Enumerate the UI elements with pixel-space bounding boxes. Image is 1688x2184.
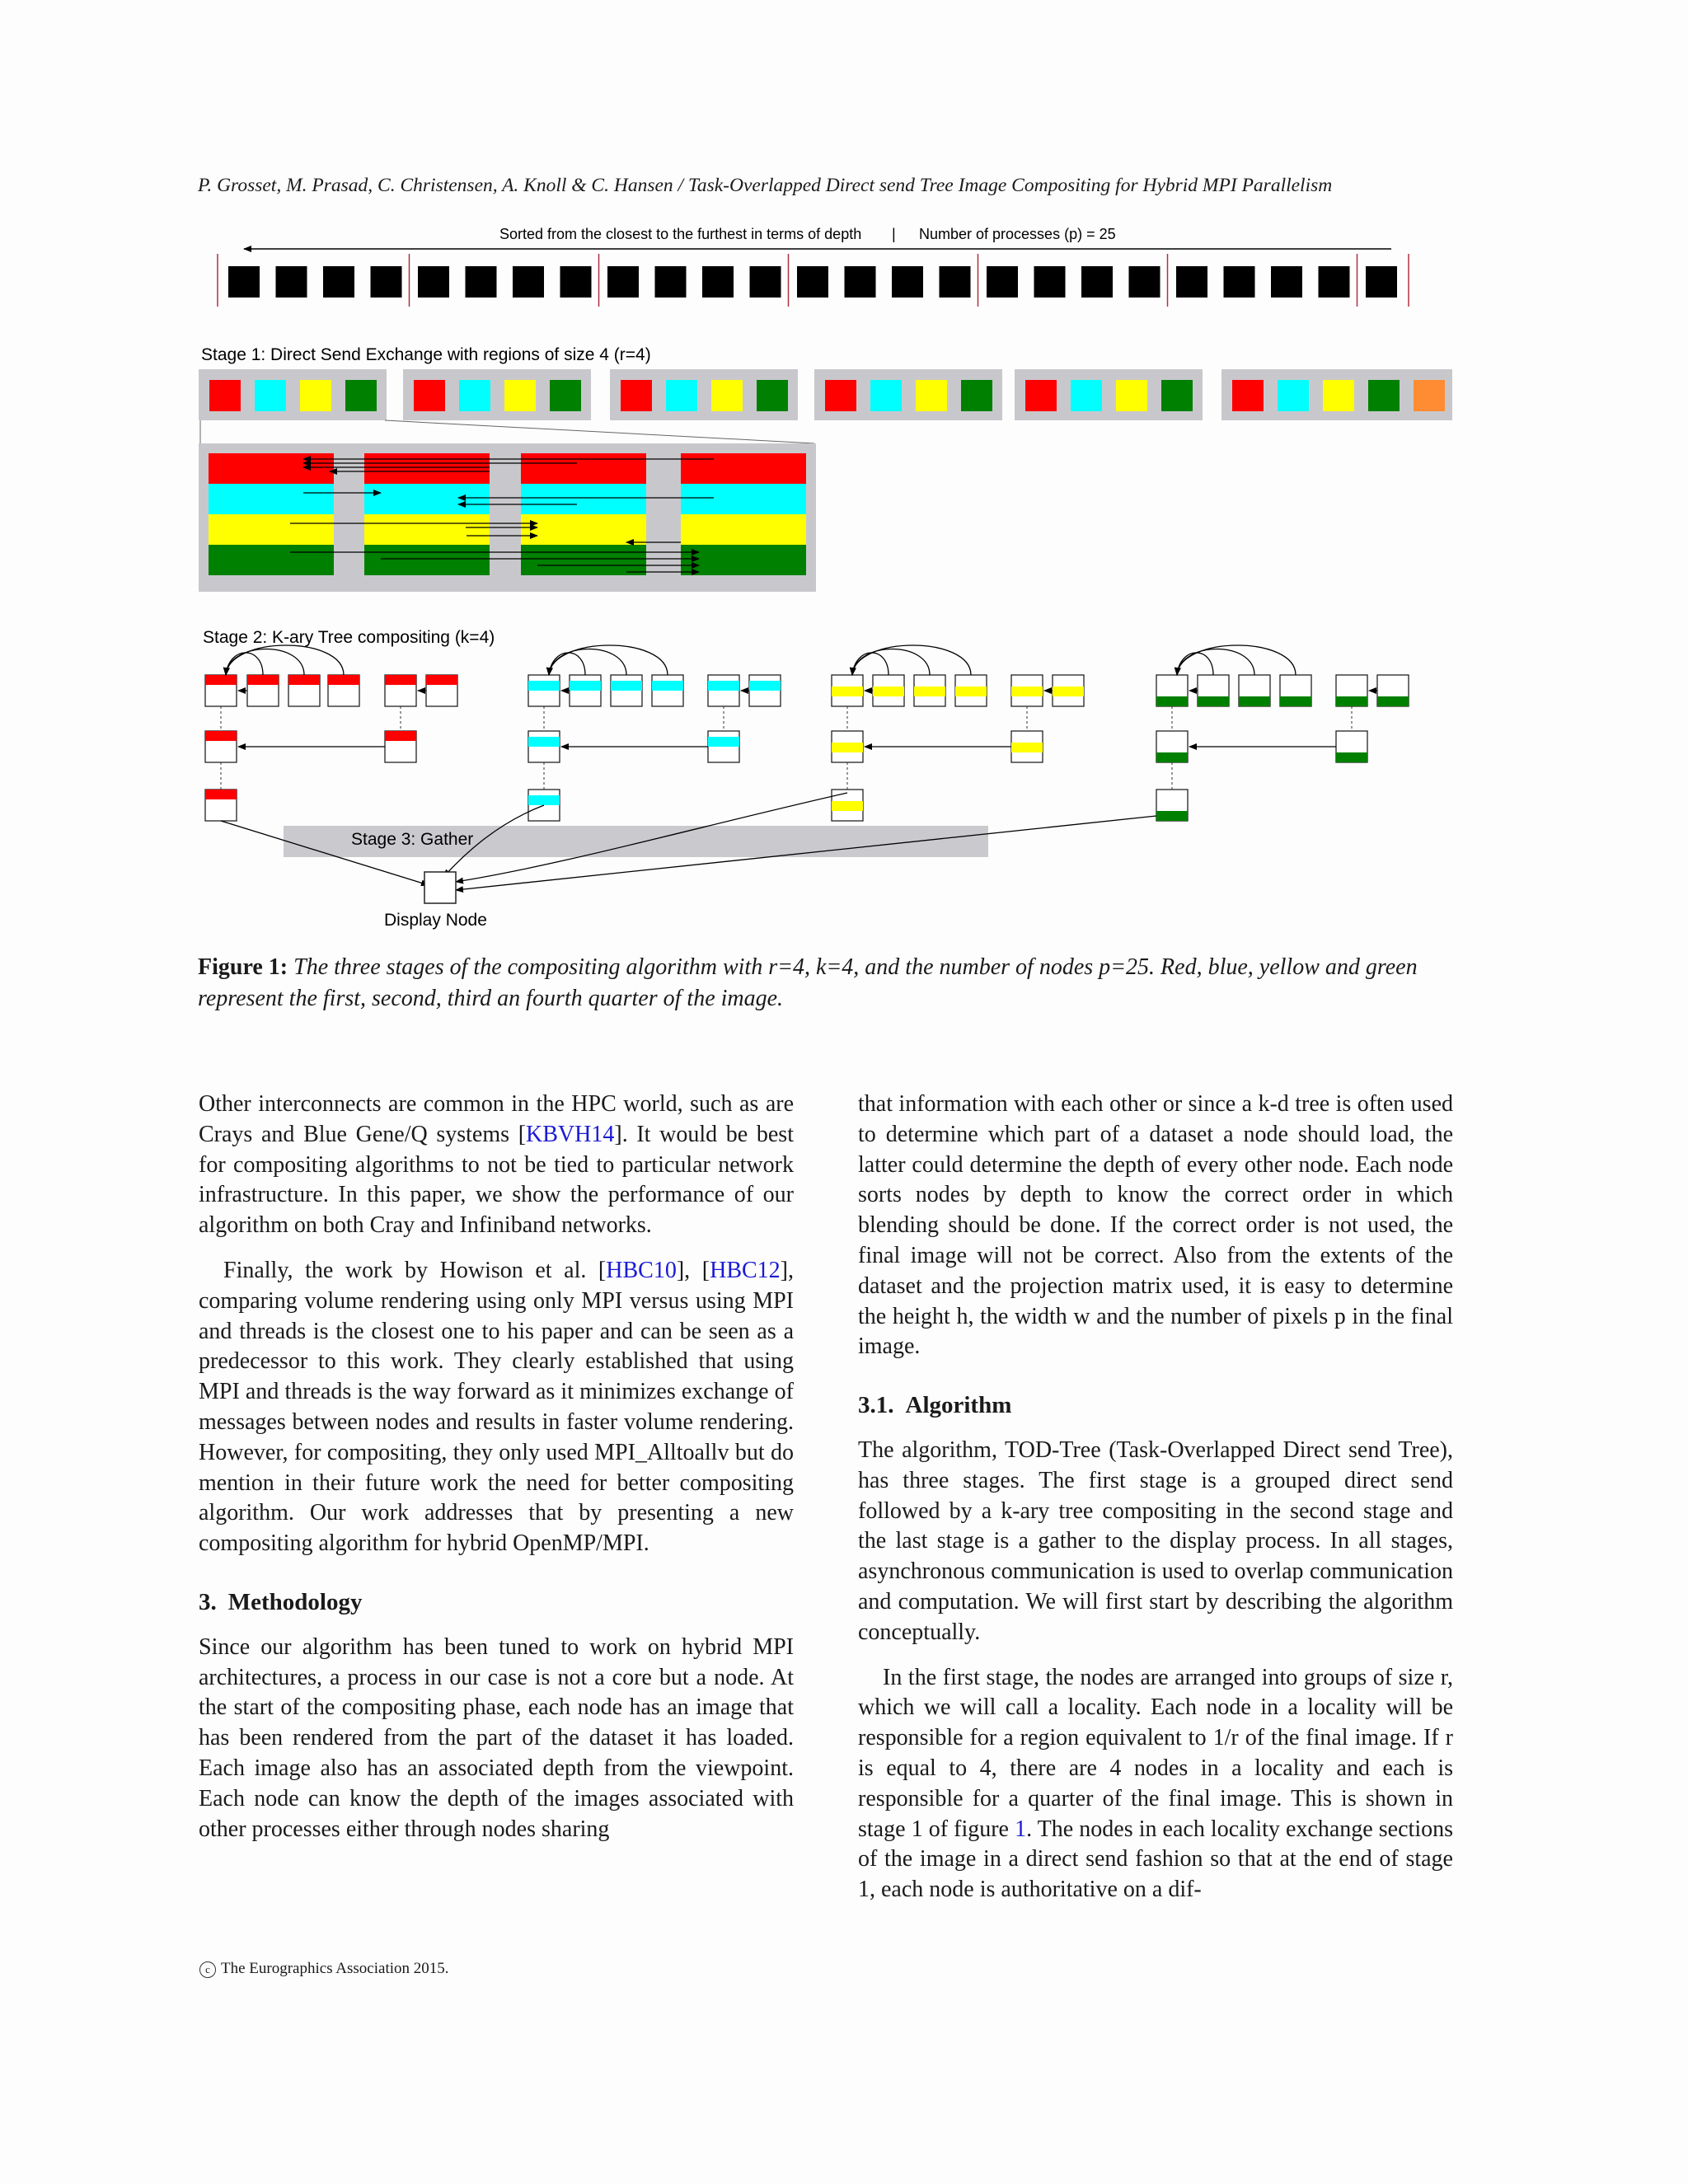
merge-arrow — [549, 653, 585, 675]
tree-node-band-red — [328, 675, 359, 685]
tree-node-band-green — [1156, 752, 1188, 762]
process-square — [987, 266, 1018, 298]
tree-node-band-red — [205, 731, 237, 741]
region-red — [209, 453, 334, 484]
node-square-red — [414, 380, 445, 411]
process-square — [702, 266, 734, 298]
node-square-orange — [1414, 380, 1445, 411]
process-square — [940, 266, 971, 298]
tree-node-band-green — [1280, 696, 1311, 706]
merge-arrow — [226, 653, 263, 675]
node-square-cyan — [459, 380, 490, 411]
node-square-green — [757, 380, 788, 411]
paragraph: The algorithm, TOD-Tree (Task-Overlapped Direct send Tree), has three stages. The first stage is a grouped direct send followed by a k-ary tree compositing in the second stage and the last stage is a gather to the display process. In all stages, asynchronous communication is used to overlap communication and computation. We will first start by describing the algorithm conceptually. — [858, 1436, 1453, 1645]
node-square-green — [1368, 380, 1400, 411]
tree-node-band-red — [205, 675, 237, 685]
tree-node-band-yellow — [832, 801, 863, 811]
tree-node-band-yellow — [832, 743, 863, 752]
process-square — [1081, 266, 1113, 298]
region-yellow — [209, 514, 334, 545]
merge-arrow — [1177, 645, 1296, 675]
process-square — [323, 266, 354, 298]
node-square-yellow — [1323, 380, 1354, 411]
process-square — [1176, 266, 1207, 298]
tree-node-band-green — [1239, 696, 1270, 706]
node-square-red — [621, 380, 652, 411]
figure-reference-link[interactable]: 1 — [1015, 1816, 1027, 1842]
tree-node-band-cyan — [708, 737, 739, 747]
node-square-yellow — [1116, 380, 1147, 411]
node-square-cyan — [1071, 380, 1102, 411]
process-square — [892, 266, 923, 298]
zoom-connector — [385, 420, 814, 443]
process-square — [418, 266, 449, 298]
stage1-exchange-detail — [199, 443, 816, 592]
display-node-label: Display Node — [384, 911, 487, 930]
stage2-label: Stage 2: K-ary Tree compositing (k=4) — [203, 628, 495, 647]
paragraph: Other interconnects are common in the HPC world, such as are Crays and Blue Gene/Q systems [KBVH14]. It would be best for compositing algorithms to not be tied to particular network infrastructure. In this paper, we show the performance of our algorithm on both Cray and Infiniband networks. — [199, 1091, 794, 1239]
tree-node-band-cyan — [528, 681, 560, 691]
right-column — [858, 1090, 1453, 1920]
tree-node-band-red — [247, 675, 279, 685]
stage3-label: Stage 3: Gather — [351, 830, 474, 849]
caption-text: The three stages of the compositing algorithm with r=4, k=4, and the number of nodes p=25. Red, blue, yellow and green represent the first, second, third an fourth quarter of the image. — [198, 954, 1418, 1011]
region-cyan — [521, 484, 646, 514]
merge-arrow — [852, 653, 889, 675]
region-yellow — [364, 514, 490, 545]
tree-node-band-green — [1336, 752, 1367, 762]
caption-label: Figure 1: — [198, 954, 288, 980]
separator-label: | — [892, 226, 896, 242]
citation-link[interactable]: HBC12 — [710, 1257, 781, 1283]
tree-node-band-yellow — [955, 687, 987, 696]
node-square-yellow — [711, 380, 743, 411]
tree-node-band-cyan — [652, 681, 683, 691]
region-yellow — [681, 514, 806, 545]
merge-arrow — [549, 645, 668, 675]
region-green — [681, 545, 806, 575]
region-green — [521, 545, 646, 575]
tree-node-band-cyan — [749, 681, 781, 691]
merge-arrow — [549, 649, 626, 676]
region-green — [364, 545, 490, 575]
node-square-yellow — [300, 380, 331, 411]
process-square — [276, 266, 307, 298]
tree-node-band-red — [385, 731, 416, 741]
merge-arrow — [852, 645, 971, 675]
tree-node-band-green — [1156, 811, 1188, 821]
region-red — [521, 453, 646, 484]
running-header: P. Grosset, M. Prasad, C. Christensen, A. Knoll & C. Hansen / Task-Overlapped Direct send Tree Image Compositing for Hybrid MPI Parallelism — [198, 175, 1333, 196]
node-square-cyan — [870, 380, 902, 411]
tree-node-band-cyan — [708, 681, 739, 691]
node-square-red — [1232, 380, 1264, 411]
merge-arrow — [1177, 649, 1254, 676]
node-square-red — [209, 380, 241, 411]
paragraph: Since our algorithm has been tuned to work on hybrid MPI architectures, a process in our case is not a core but a node. At the start of the compositing phase, each node has an image that has been rendered from the part of the dataset it has loaded. Each image also has an associated depth from the viewpoint. Each node can know the depth of the images associated with other processes either through nodes sharing — [199, 1633, 794, 1842]
paragraph: that information with each other or since a k-d tree is often used to determine which part of a dataset a node should load, the latter could determine the depth of every other node. Each node sorts nodes by depth to know the correct order in which blending should be done. If the correct order is not used, the final image will not be correct. Also from the extents of the dataset and the projection matrix used, it is easy to determine the height h, the width w and the number of pixels p in the final image. — [858, 1091, 1453, 1360]
node-square-green — [1161, 380, 1193, 411]
figure-caption — [198, 952, 1459, 1015]
tree-node-band-cyan — [570, 681, 601, 691]
sorted-label: Sorted from the closest to the furthest in terms of depth — [499, 226, 862, 242]
region-cyan — [209, 484, 334, 514]
tree-node-band-red — [288, 675, 320, 685]
node-square-red — [1025, 380, 1057, 411]
copyright-icon: c — [199, 1961, 216, 1978]
process-row — [218, 254, 1409, 307]
footer — [199, 1960, 449, 1978]
citation-link[interactable]: KBVH14 — [526, 1121, 615, 1147]
citation-link[interactable]: HBC10 — [606, 1257, 677, 1283]
process-square — [560, 266, 592, 298]
tree-node-band-yellow — [1011, 743, 1043, 752]
process-square — [513, 266, 544, 298]
process-square — [1224, 266, 1255, 298]
node-square-cyan — [666, 380, 697, 411]
process-square — [1319, 266, 1350, 298]
merge-arrow — [1177, 653, 1213, 675]
merge-arrow — [226, 649, 304, 676]
node-square-cyan — [255, 380, 286, 411]
tree-node-band-yellow — [1053, 687, 1084, 696]
node-square-cyan — [1278, 380, 1309, 411]
process-square — [797, 266, 828, 298]
node-square-green — [345, 380, 377, 411]
node-square-green — [961, 380, 992, 411]
process-square — [466, 266, 497, 298]
processes-label: Number of processes (p) = 25 — [919, 226, 1116, 242]
process-square — [1129, 266, 1160, 298]
tree-node-band-cyan — [528, 795, 560, 805]
tree-node-band-red — [385, 675, 416, 685]
region-cyan — [681, 484, 806, 514]
tree-node-band-cyan — [528, 737, 560, 747]
region-red — [364, 453, 490, 484]
subsection-heading: 3.1. Algorithm — [858, 1392, 1012, 1419]
process-square — [845, 266, 876, 298]
merge-arrow — [226, 645, 344, 675]
stage1-label: Stage 1: Direct Send Exchange with regions of size 4 (r=4) — [201, 345, 651, 364]
process-square — [655, 266, 687, 298]
process-square — [371, 266, 402, 298]
tree-node-band-cyan — [611, 681, 642, 691]
region-red — [681, 453, 806, 484]
process-square — [750, 266, 781, 298]
stage1-localities — [199, 369, 1452, 443]
node-square-yellow — [504, 380, 536, 411]
section-heading: 3. Methodology — [199, 1588, 363, 1615]
paragraph: In the first stage, the nodes are arranged into groups of size r, which we will call a locality. Each node in a locality will be responsible for a region equivalent to 1/r of the final image. If r is equal to 4, there are 4 nodes in a locality and each is responsible for a quarter of the final image. This is shown in stage 1 of figure 1. The nodes in each locality exchange sections of the image in a direct send fashion so that at the end of stage 1, each node is authoritative on a dif- — [858, 1664, 1453, 1903]
node-square-yellow — [916, 380, 947, 411]
region-cyan — [364, 484, 490, 514]
compositing-figure — [0, 0, 1688, 940]
process-square — [1034, 266, 1066, 298]
tree-node-band-yellow — [1011, 687, 1043, 696]
region-green — [209, 545, 334, 575]
display-node — [424, 872, 456, 903]
left-column — [199, 1090, 794, 1859]
node-square-green — [550, 380, 581, 411]
tree-node-band-yellow — [832, 687, 863, 696]
process-square — [1271, 266, 1302, 298]
merge-arrow — [852, 649, 930, 676]
region-yellow — [521, 514, 646, 545]
paragraph: Finally, the work by Howison et al. [HBC10], [HBC12], comparing volume rendering using only MPI versus using MPI and threads is the closest one to his paper and can be seen as a predecessor to this work. They clearly established that using MPI and threads is the way forward as it minimizes exchange of messages between nodes and results in faster volume rendering. However, for compositing, they only used MPI_Alltoallv but do mention in their future work the need for better compositing algorithm. Our work addresses that by presenting a new compositing algorithm for hybrid OpenMP/MPI. — [199, 1257, 794, 1557]
process-square — [228, 266, 260, 298]
process-square — [607, 266, 639, 298]
node-square-red — [825, 380, 856, 411]
tree-node-band-green — [1336, 696, 1367, 706]
tree-node-band-green — [1156, 696, 1188, 706]
tree-node-band-red — [426, 675, 457, 685]
footer-text: The Eurographics Association 2015. — [221, 1960, 449, 1977]
tree-node-band-red — [205, 790, 237, 799]
tree-node-band-yellow — [914, 687, 945, 696]
tree-node-band-yellow — [873, 687, 904, 696]
tree-node-band-green — [1377, 696, 1409, 706]
process-square — [1366, 266, 1397, 298]
tree-node-band-green — [1198, 696, 1229, 706]
